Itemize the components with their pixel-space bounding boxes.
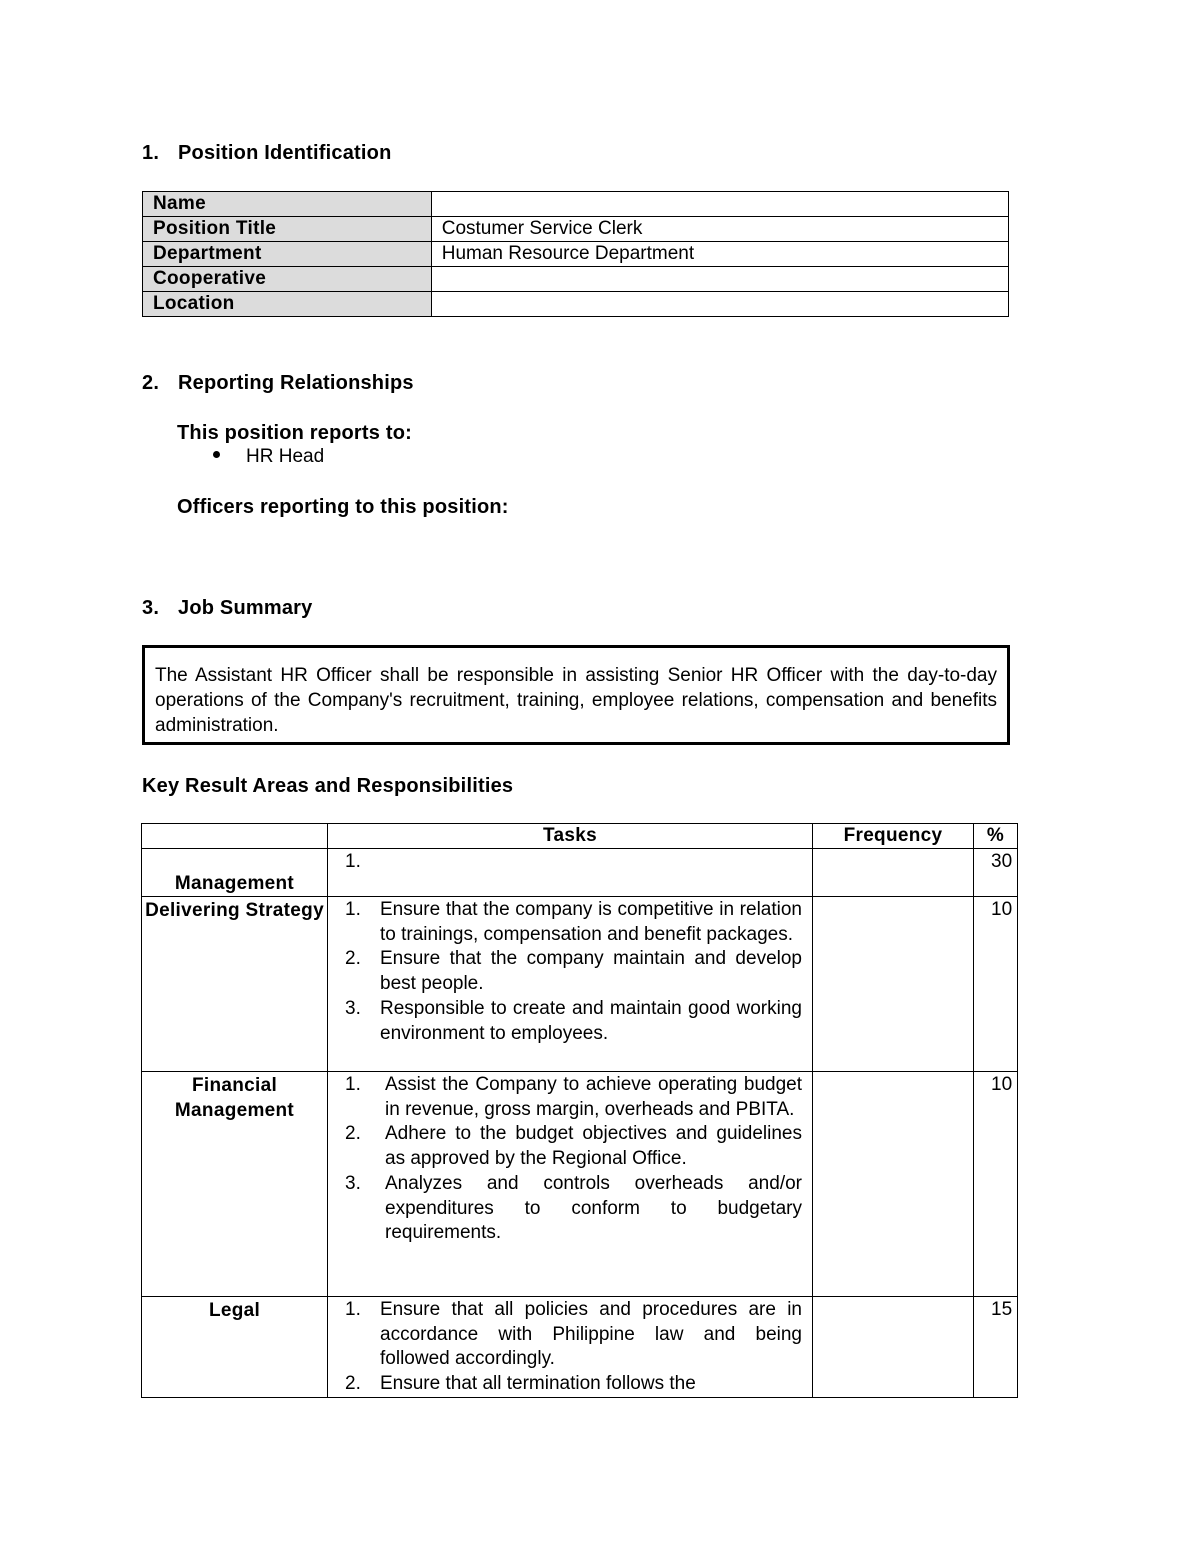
task-text: Ensure that all termination follows the <box>380 1373 696 1395</box>
task-text: Ensure that all policies and procedures are in accordance with Philippine law and being followed accordingly. <box>380 1299 802 1370</box>
frequency-cell <box>813 897 974 1072</box>
list-item <box>345 1122 802 1171</box>
job-summary-box: The Assistant HR Officer shall be responsible in assisting Senior HR Officer with the day-to-day operations of the Company's recruitment, training, employee relations, compensation and benefits administration. <box>142 645 1010 745</box>
task-list <box>345 1298 802 1397</box>
section-number: 2. <box>142 372 160 394</box>
section-title: Position Identification <box>178 142 392 164</box>
row-label: Location <box>143 292 432 317</box>
bullet-icon <box>213 451 220 458</box>
row-value <box>431 292 1008 317</box>
task-text <box>380 850 802 875</box>
kra-table <box>141 823 1018 1398</box>
tasks-cell <box>328 1297 813 1398</box>
kra-heading: Key Result Areas and Responsibilities <box>142 775 514 797</box>
list-item <box>345 850 802 875</box>
tasks-cell <box>328 897 813 1072</box>
area-cell: Legal <box>142 1297 328 1398</box>
section-title: Reporting Relationships <box>178 372 414 394</box>
area-cell: Management <box>142 849 328 897</box>
row-label: Name <box>143 192 432 217</box>
task-number: 2. <box>345 1373 361 1395</box>
list-item <box>345 1372 802 1397</box>
table-row <box>142 1297 1018 1398</box>
list-item <box>345 1298 802 1372</box>
table-row <box>142 1072 1018 1297</box>
section-title: Job Summary <box>178 597 313 619</box>
area-cell: Delivering Strategy <box>142 897 328 1072</box>
list-item <box>345 1172 802 1246</box>
row-value: Costumer Service Clerk <box>431 217 1008 242</box>
header-frequency: Frequency <box>813 824 974 849</box>
task-text: Adhere to the budget objectives and guidelines as approved by the Regional Office. <box>385 1123 802 1170</box>
row-value: Human Resource Department <box>431 242 1008 267</box>
task-number: 2. <box>345 948 361 970</box>
row-label: Cooperative <box>143 267 432 292</box>
task-number: 1. <box>345 1074 361 1095</box>
frequency-cell <box>813 1297 974 1398</box>
position-identification-table <box>142 191 1009 317</box>
header-percent: % <box>974 824 1018 849</box>
section-2-heading <box>142 372 414 395</box>
task-number: 3. <box>345 997 361 1019</box>
task-text: Ensure that the company is competitive in relation to trainings, compensation and benefit packages. <box>380 899 802 945</box>
task-text: Analyzes and controls overheads and/or expenditures to conform to budgetary requirements. <box>385 1172 802 1244</box>
list-item <box>213 446 324 468</box>
row-label: Department <box>143 242 432 267</box>
row-value <box>431 192 1008 217</box>
percent-cell: 15 <box>974 1297 1018 1398</box>
table-header-row <box>142 824 1018 849</box>
table-row <box>143 242 1009 267</box>
task-number: 1. <box>345 851 361 872</box>
task-number: 3. <box>345 1172 361 1194</box>
task-text: Assist the Company to achieve operating budget in revenue, gross margin, overheads and PBITA. <box>385 1074 802 1120</box>
row-value <box>431 267 1008 292</box>
reports-to-name: HR Head <box>246 446 325 467</box>
table-row <box>142 849 1018 897</box>
task-number: 2. <box>345 1123 361 1145</box>
table-row <box>142 897 1018 1072</box>
officers-reporting-label: Officers reporting to this position: <box>177 496 509 518</box>
section-number: 1. <box>142 142 160 164</box>
section-1-heading <box>142 142 392 165</box>
section-3-heading <box>142 597 312 620</box>
reports-to-label: This position reports to: <box>177 422 412 444</box>
frequency-cell <box>813 849 974 897</box>
table-row <box>143 267 1009 292</box>
area-cell: Financial Management <box>142 1072 328 1297</box>
task-list <box>345 898 802 1046</box>
task-text: Responsible to create and maintain good working environment to employees. <box>380 997 802 1044</box>
task-list <box>345 850 802 875</box>
table-row <box>143 292 1009 317</box>
table-row <box>143 192 1009 217</box>
list-item <box>345 947 802 996</box>
row-label: Position Title <box>143 217 432 242</box>
task-list <box>345 1073 802 1246</box>
task-number: 1. <box>345 899 361 920</box>
tasks-cell <box>328 1072 813 1297</box>
tasks-cell <box>328 849 813 897</box>
list-item <box>345 1073 802 1122</box>
frequency-cell <box>813 1072 974 1297</box>
percent-cell: 30 <box>974 849 1018 897</box>
section-number: 3. <box>142 597 160 619</box>
percent-cell: 10 <box>974 897 1018 1072</box>
task-number: 1. <box>345 1299 361 1320</box>
percent-cell: 10 <box>974 1072 1018 1297</box>
list-item <box>345 898 802 947</box>
task-text: Ensure that the company maintain and develop best people. <box>380 948 802 995</box>
header-tasks: Tasks <box>328 824 813 849</box>
list-item <box>345 997 802 1046</box>
table-row <box>143 217 1009 242</box>
header-area <box>142 824 328 849</box>
